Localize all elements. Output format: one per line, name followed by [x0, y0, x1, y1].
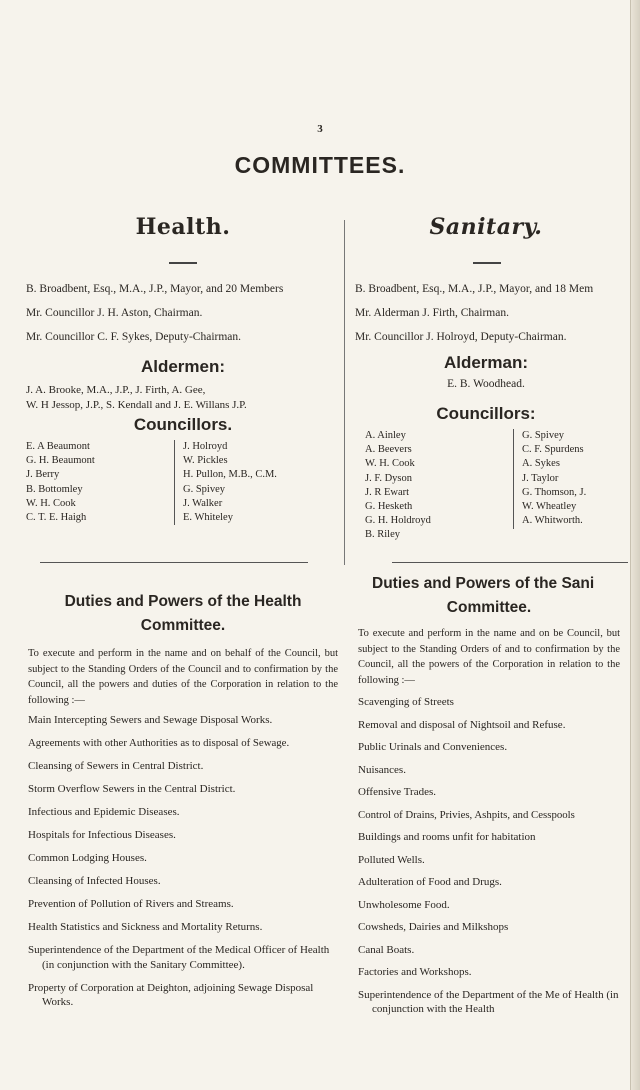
- health-deputy-chairman: Mr. Councillor C. F. Sykes, Deputy-Chairman.: [26, 331, 242, 343]
- duty-item: Superintendence of the Department of the Me of Health (in conjunction with the Health: [358, 988, 619, 1015]
- duty-item: Unwholesome Food.: [358, 898, 450, 911]
- councillor-name: J. R Ewart: [365, 486, 410, 498]
- sanitary-duties-section: [358, 572, 620, 1017]
- duty-item: Factories and Workshops.: [358, 966, 472, 978]
- sanitary-deputy-chairman: Mr. Councillor J. Holroyd, Deputy-Chairman.: [355, 331, 567, 343]
- duty-item: Polluted Wells.: [358, 853, 425, 866]
- duty-item: Nuisances.: [358, 763, 406, 776]
- duty-item: Cowsheds, Dairies and Milkshops: [358, 921, 509, 933]
- duty-item: Prevention of Pollution of Rivers and Streams.: [28, 898, 234, 910]
- sanitary-alderman-heading: Alderman:: [443, 353, 529, 372]
- column-divider: [344, 220, 345, 565]
- health-heading: Health.: [135, 214, 231, 240]
- councillor-name: J. Holroyd: [183, 441, 228, 452]
- health-councillors-col-2: [183, 440, 277, 525]
- health-duties-section: [28, 590, 338, 1010]
- councillor-name: J. Taylor: [522, 472, 559, 484]
- councillor-name: G. H. Beaumont: [26, 455, 95, 467]
- duty-item: Agreements with other Authorities as to disposal of Sewage.: [28, 737, 290, 749]
- health-aldermen-line-1: J. A. Brooke, M.A., J.P., J. Firth, A. Gee,: [26, 384, 206, 396]
- councillor-name: W. H. Cook: [26, 497, 76, 509]
- sanitary-councillors-col-2: [522, 429, 586, 543]
- sanitary-duties-title-2: Committee.: [446, 599, 532, 616]
- councillor-name: W. Wheatley: [522, 501, 577, 513]
- councillor-name: J. F. Dyson: [365, 472, 413, 484]
- duty-item: Removal and disposal of Nightsoil and Refuse.: [358, 718, 566, 731]
- councillor-name: A. Sykes: [522, 458, 560, 470]
- duty-item: Infectious and Epidemic Diseases.: [28, 806, 180, 818]
- health-section-rule: [40, 562, 308, 563]
- sanitary-members-line: B. Broadbent, Esq., M.A., J.P., Mayor, and 18 Mem: [355, 283, 594, 295]
- councillor-name: A. Whitworth.: [522, 515, 583, 527]
- sanitary-duties-title-1: Duties and Powers of the Sani: [372, 575, 595, 592]
- duty-item: Cleansing of Infected Houses.: [28, 875, 161, 887]
- councillor-name: J. Berry: [26, 469, 60, 481]
- page-title: COMMITTEES.: [234, 152, 406, 178]
- health-committee-column: [24, 214, 342, 525]
- sanitary-chairman: Mr. Alderman J. Firth, Chairman.: [355, 307, 509, 319]
- councillor-name: H. Pullon, M.B., C.M.: [183, 469, 277, 481]
- duty-item: Control of Drains, Privies, Ashpits, and Cesspools: [358, 808, 575, 821]
- councillor-name: J. Walker: [183, 497, 223, 509]
- councillor-name: A. Beevers: [365, 444, 412, 456]
- councillor-name: E. Whiteley: [183, 512, 233, 524]
- councillor-name: G. Thomson, J.: [522, 486, 587, 498]
- sanitary-section-rule: [392, 562, 628, 563]
- health-aldermen-heading: Aldermen:: [140, 357, 226, 376]
- sanitary-duties-intro: To execute and perform in the name and on be Council, but subject to the Standing Orders of and to confirmation by the Council, all the powers of the Corporation in relation to the following :—: [358, 628, 620, 686]
- health-councillors-col-1: [26, 440, 166, 525]
- duty-item: Offensive Trades.: [358, 786, 437, 798]
- health-duties-intro: To execute and perform in the name and on behalf of the Council, but subject to the Standing Orders of the Council and to confirmation by the Council, all the powers and duties of the Corporation in relation to the following :—: [28, 648, 338, 706]
- councillors-separator: [174, 440, 175, 525]
- councillor-name: W. H. Cook: [365, 458, 415, 470]
- duty-item: Health Statistics and Sickness and Mortality Returns.: [28, 921, 263, 933]
- health-councillors-list: [26, 440, 342, 525]
- health-duties-title-2: Committee.: [140, 617, 226, 634]
- sanitary-committee-column: [355, 214, 640, 543]
- health-duties-title-1: Duties and Powers of the Health: [64, 593, 302, 610]
- duty-item: Canal Boats.: [358, 943, 415, 956]
- sanitary-councillors-heading: Councillors:: [436, 404, 536, 423]
- councillor-name: W. Pickles: [183, 455, 228, 467]
- councillor-name: G. Hesketh: [365, 501, 413, 513]
- sanitary-councillors-col-1: [365, 429, 505, 543]
- duty-item: Buildings and rooms unfit for habitation: [358, 831, 536, 843]
- sanitary-councillors-list: [365, 429, 640, 543]
- duty-item: Main Intercepting Sewers and Sewage Disposal Works.: [28, 714, 273, 726]
- councillor-name: A. Ainley: [365, 430, 406, 441]
- councillors-separator: [513, 429, 514, 529]
- duty-item: Adulteration of Food and Drugs.: [358, 876, 502, 888]
- councillor-name: C. T. E. Haigh: [26, 512, 87, 524]
- duty-item: Hospitals for Infectious Diseases.: [28, 829, 176, 841]
- duty-item: Public Urinals and Conveniences.: [358, 741, 508, 753]
- duty-item: Superintendence of the Department of the Medical Officer of Health (in conjunction with the Sanitary Committee).: [28, 944, 330, 971]
- duty-item: Property of Corporation at Deighton, adjoining Sewage Disposal Works.: [28, 981, 314, 1008]
- duty-item: Scavenging of Streets: [358, 696, 454, 708]
- sanitary-alderman-name: E. B. Woodhead.: [447, 378, 525, 390]
- duty-item: Storm Overflow Sewers in the Central District.: [28, 783, 236, 795]
- health-aldermen-line-2: W. H Jessop, J.P., S. Kendall and J. E. Willans J.P.: [26, 399, 247, 411]
- sanitary-heading: Sanitary.: [429, 214, 543, 240]
- health-councillors-heading: Councillors.: [133, 415, 233, 434]
- page-number: 3: [317, 123, 323, 135]
- councillor-name: C. F. Spurdens: [522, 444, 584, 456]
- councillor-name: E. A Beaumont: [26, 441, 90, 452]
- duty-item: Cleansing of Sewers in Central District.: [28, 760, 204, 772]
- councillor-name: G. Spivey: [183, 483, 225, 495]
- councillor-name: G. H. Holdroyd: [365, 515, 431, 527]
- councillor-name: B. Riley: [365, 529, 401, 541]
- councillor-name: B. Bottomley: [26, 483, 83, 495]
- health-chairman: Mr. Councillor J. H. Aston, Chairman.: [26, 307, 203, 319]
- councillor-name: G. Spivey: [522, 430, 564, 441]
- duty-item: Common Lodging Houses.: [28, 852, 147, 864]
- health-members-line: B. Broadbent, Esq., M.A., J.P., Mayor, and 20 Members: [26, 283, 284, 295]
